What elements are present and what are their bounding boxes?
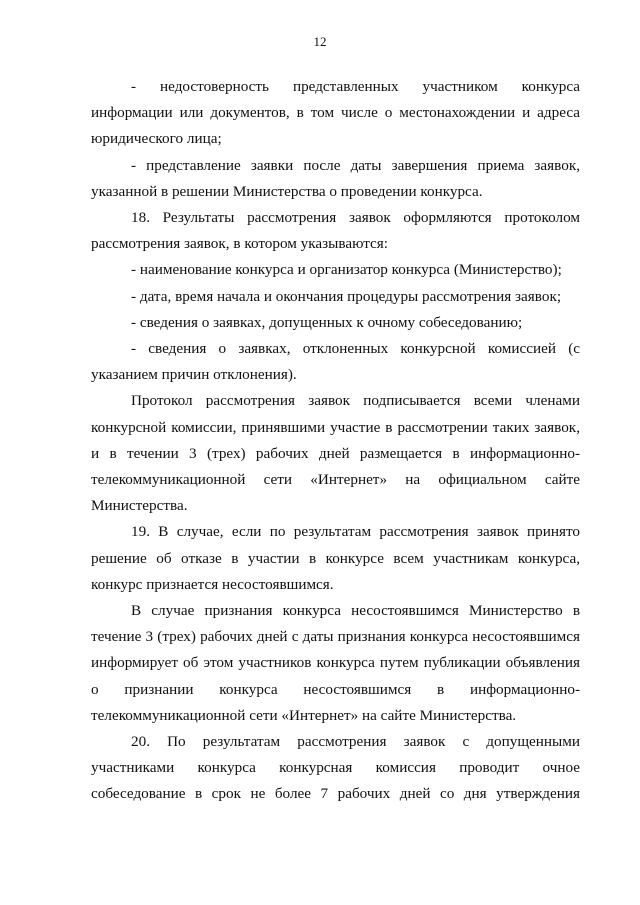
page-number: 12 — [313, 34, 327, 49]
document-body — [91, 74, 580, 808]
paragraph-section-20: 20. По результатам рассмотрения заявок с допущенными участниками конкурса конкурсная комиссия проводит очное собеседование в срок не более 7 рабочих дней со дня утверждения — [91, 733, 580, 803]
paragraph-unreliable-info: - недостоверность представленных участником конкурса информации или документов, в том числе о местонахождении и адреса юридического лица; — [91, 78, 580, 148]
list-item-admitted-applications: - сведения о заявках, допущенных к очному собеседованию; — [131, 313, 523, 331]
paragraph-section-18: 18. Результаты рассмотрения заявок оформляются протоколом рассмотрения заявок, в котором указываются: — [91, 209, 580, 253]
paragraph-protocol-signing: Протокол рассмотрения заявок подписывается всеми членами конкурсной комиссии, принявшими участие в рассмотрении таких заявок, и в течении 3 (трех) рабочих дней размещается в информационно-телекоммуникационной сети «Интернет» на официальном сайте Министерства. — [91, 392, 580, 515]
paragraph-section-19: 19. В случае, если по результатам рассмотрения заявок принято решение об отказе в участии в конкурсе всем участникам конкурса, конкурс признается несостоявшимся. — [91, 523, 580, 593]
paragraph-failed-contest-notice: В случае признания конкурса несостоявшимся Министерство в течение 3 (трех) рабочих дней с даты признания конкурса несостоявшимся информирует об этом участников конкурса путем публикации объявления о признании конкурса несостоявшимся в информационно-телекоммуникационной сети «Интернет» на сайте Министерства. — [91, 602, 580, 724]
list-item-rejected-applications: - сведения о заявках, отклоненных конкурсной комиссией (с указанием причин отклонения). — [91, 340, 580, 384]
list-item-contest-name: - наименование конкурса и организатор конкурса (Министерство); — [131, 261, 562, 279]
list-item-review-date: - дата, время начала и окончания процедуры рассмотрения заявок; — [131, 287, 562, 305]
paragraph-late-submission: - представление заявки после даты завершения приема заявок, указанной в решении Министерства о проведении конкурса. — [91, 156, 580, 200]
